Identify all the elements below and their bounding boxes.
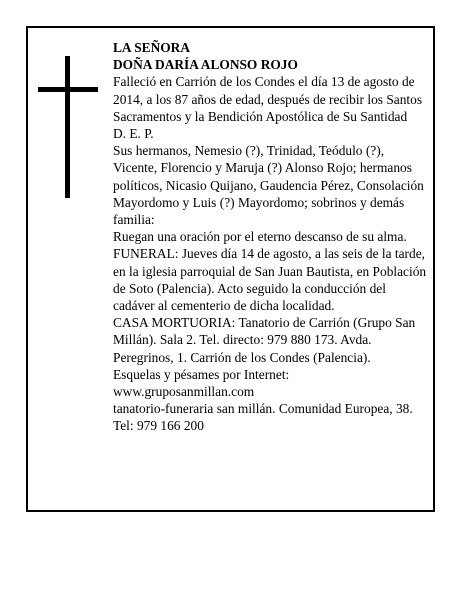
notice-title: LA SEÑORA [113, 40, 191, 55]
funeral-home-contact: tanatorio-funeraria san millán. Comunidad Europea, 38. Tel: 979 166 200 [113, 401, 413, 434]
prayer-request: Ruegan una oración por el eterno descanso de su alma. [113, 229, 407, 245]
notice-text [113, 39, 429, 435]
cross-icon [38, 56, 98, 198]
rip-line: D. E. P. [113, 126, 154, 142]
funeral-details: FUNERAL: Jueves día 14 de agosto, a las seis de la tarde, en la iglesia parroquial de San Juan Bautista, en Población de Soto (Palencia). Acto seguido la conducción del cadáver al cementerio de dicha localidad. [113, 246, 427, 314]
obituary-notice [26, 26, 435, 512]
death-details: Falleció en Carrión de los Condes el día 13 de agosto de 2014, a los 87 años de edad, después de recibir los Santos Sacramentos y la Bendición Apostólica de Su Santidad [113, 74, 423, 124]
internet-condolences-label: Esquelas y pésames por Internet: [113, 366, 290, 382]
family-list: Sus hermanos, Nemesio (?), Trinidad, Teódulo (?), Vicente, Florencio y Maruja (?) Alonso Rojo; hermanos políticos, Nicasio Quijano, Gaudencia Pérez, Consolación Mayordomo y Luis (?) Mayordomo; sobrinos y demás familia: [113, 143, 424, 228]
deceased-name: DOÑA DARÍA ALONSO ROJO [113, 57, 298, 73]
cross-horizontal-bar [38, 87, 98, 92]
cross-vertical-bar [65, 56, 70, 198]
website-url: www.gruposanmillan.com [113, 384, 255, 400]
funeral-home-details: CASA MORTUORIA: Tanatorio de Carrión (Grupo San Millán). Sala 2. Tel. directo: 979 880 173. Avda. Peregrinos, 1. Carrión de los Condes (Palencia). [113, 315, 416, 365]
